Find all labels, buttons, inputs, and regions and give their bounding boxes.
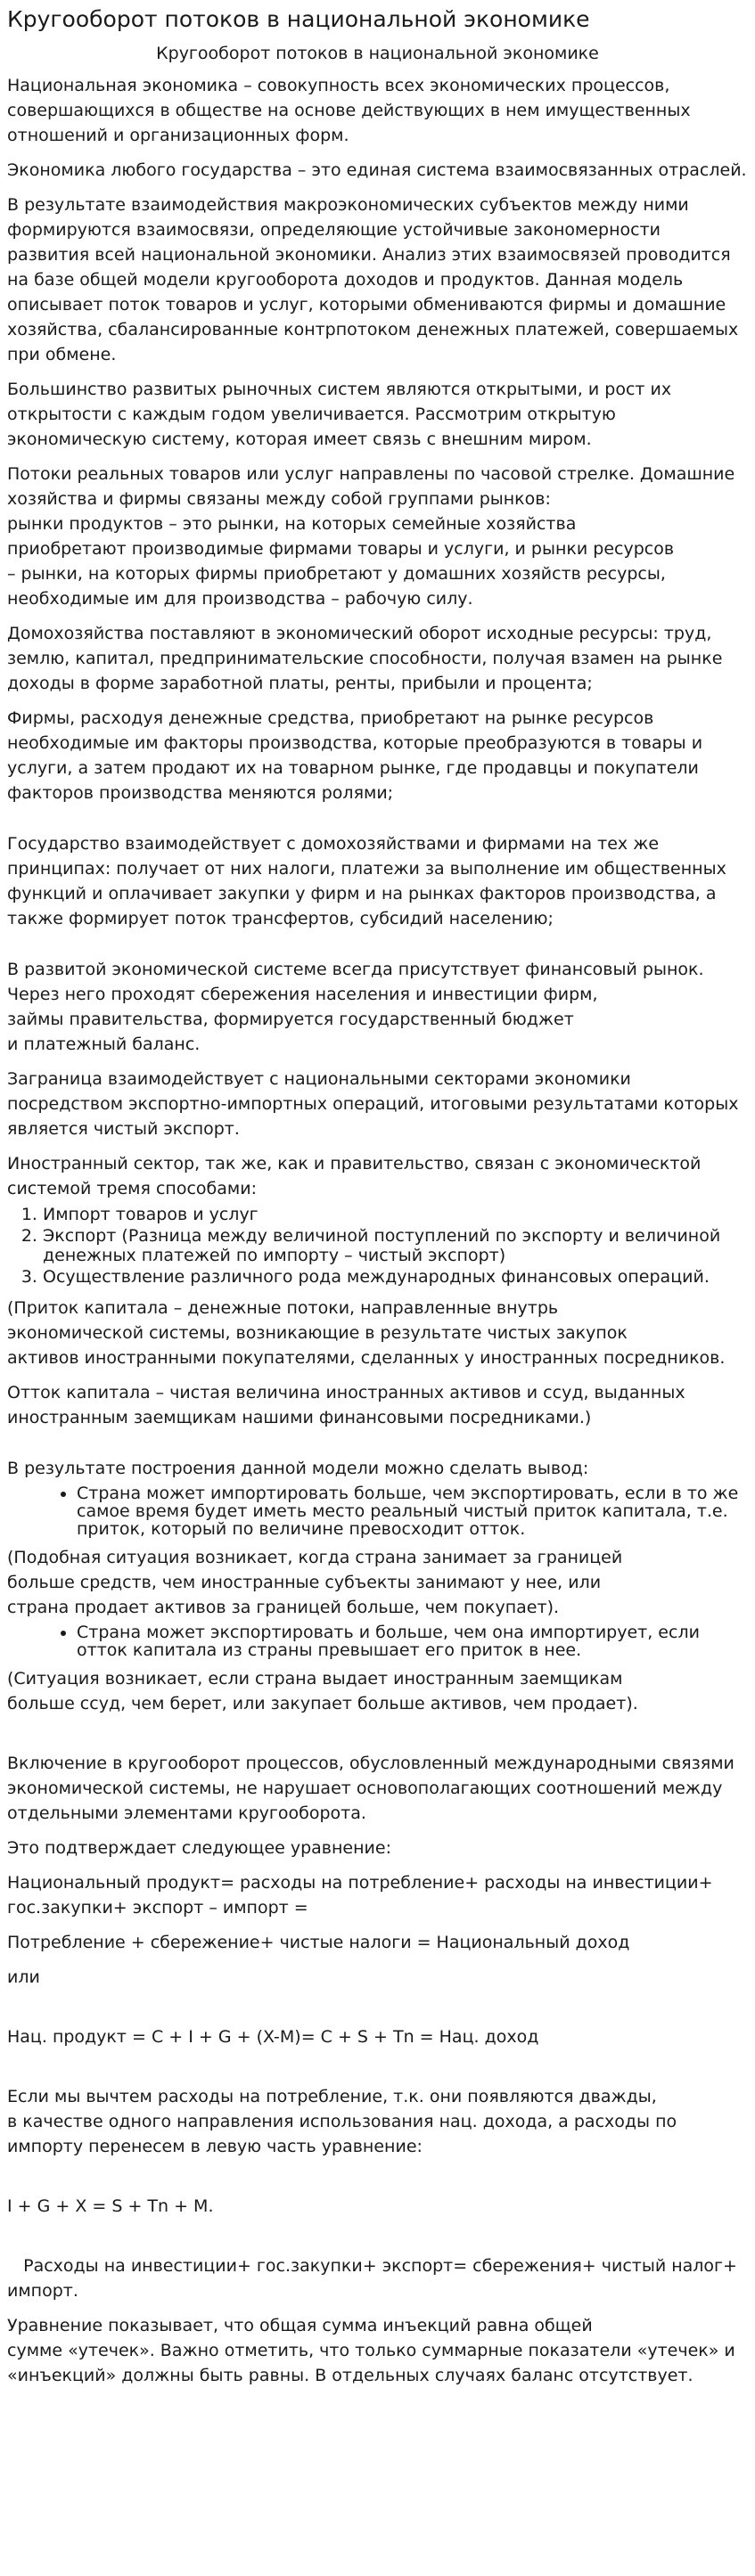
paragraph-subtract <box>7 2084 748 2159</box>
paragraph-conclusion: В результате построения данной модели можно сделать вывод: <box>7 1459 589 1478</box>
article-subtitle: Кругооборот потоков в национальной экономике <box>156 44 599 63</box>
financial-line: В развитой экономической системе всегда присутствует финансовый рынок. <box>7 960 704 979</box>
paragraph-interaction: В результате взаимодействия макроэкономических субъектов между ними формируются взаимосвязи, определяющие устойчивые закономерности развития всей национальной экономики. Анализ этих взаимосвязей проводится на базе общей модели кругооборота доходов и продуктов. Данная модель описывает поток товаров и услуг, которыми обмениваются фирмы и домашние хозяйства, сбалансированные контрпотоком денежных платежей, совершаемых при обмене. <box>7 195 739 364</box>
paragraph-national-income: Потребление + сбережение+ чистые налоги = Национальный доход <box>7 1933 630 1952</box>
situation-line: больше ссуд, чем берет, или закупает больше активов, чем продает). <box>7 1694 638 1713</box>
paragraph-households: Домохозяйства поставляют в экономический оборот исходные ресурсы: труд, землю, капитал, предпринимательские способности, получая взамен на рынке доходы в форме заработной платы, ренты, прибыли и процента; <box>7 624 723 693</box>
paragraph-system: Экономика любого государства – это единая система взаимосвязанных отраслей. <box>7 160 747 180</box>
conclusion-list-1 <box>7 1484 748 1538</box>
paragraph-equation-words: Расходы на инвестиции+ гос.закупки+ экспорт= сбережения+ чистый налог+ импорт. <box>7 2256 743 2301</box>
list-item: 3. Осуществление различного рода международных финансовых операций. <box>43 1267 748 1287</box>
subtract-line: в качестве одного направления использования нац. дохода, а расходы по импорту перенесем в левую часть уравнение: <box>7 2112 677 2156</box>
flows-line: приобретают производимые фирмами товары и услуги, и рынки ресурсов <box>7 539 675 559</box>
inflow-line: экономической системы, возникающие в результате чистых закупок <box>7 1323 628 1343</box>
paragraph-open-systems: Большинство развитых рыночных систем являются открытыми, и рост их открытости с каждым годом увеличивается. Рассмотрим открытую экономическую систему, которая имеет связь с внешним миром. <box>7 380 672 449</box>
situation-line: страна продает активов за границей больше, чем покупает). <box>7 1598 560 1617</box>
paragraph-inclusion: Включение в кругооборот процессов, обусловленный международными связями экономической системы, не нарушает основополагающих соотношений между отдельными элементами кругооборота. <box>7 1754 734 1823</box>
list-item: 1. Импорт товаров и услуг <box>43 1205 748 1224</box>
paragraph-firms: Фирмы, расходуя денежные средства, приобретают на рынке ресурсов необходимые им факторы производства, которые преобразуются в товары и услуги, а затем продают их на товарном рынке, где продавцы и покупатели факторов производства меняются ролями; <box>7 708 703 803</box>
list-item: • Страна может экспортировать и больше, чем она импортирует, если отток капитала из страны превышает его приток в нее. <box>77 1623 748 1659</box>
paragraph-foreign-sector: Иностранный сектор, так же, как и правительство, связан с экономическтой системой тремя способами: <box>7 1154 702 1198</box>
paragraph-definition: Национальная экономика – совокупность всех экономических процессов, совершающихся в обществе на основе действующих в нем имущественных отношений и организационных форм. <box>7 76 691 145</box>
paragraph-abroad: Заграница взаимодействует с национальными секторами экономики посредством экспортно-импортных операций, итоговыми результатами которых является чистый экспорт. <box>7 1069 739 1139</box>
flows-line: рынки продуктов – это рынки, на которых семейные хозяйства <box>7 514 577 534</box>
equation-injections-leakages: I + G + X = S + Tn + M. <box>7 2196 214 2216</box>
foreign-sector-list <box>7 1205 748 1287</box>
inflow-line: (Приток капитала – денежные потоки, направленные внутрь <box>7 1298 559 1318</box>
paragraph-capital-outflow: Отток капитала – чистая величина иностранных активов и ссуд, выданных иностранным заемщикам нашими финансовыми посредниками.) <box>7 1383 685 1427</box>
flows-line: Потоки реальных товаров или услуг направлены по часовой стрелке. Домашние хозяйства и фирмы связаны между собой группами рынков: <box>7 464 735 509</box>
financial-line: займы правительства, формируется государственный бюджет <box>7 1010 574 1029</box>
paragraph-equation-meaning <box>7 2313 748 2388</box>
list-item: 2. Экспорт (Разница между величиной поступлений по экспорту и величиной денежных платежей по импорту – чистый экспорт) <box>43 1226 748 1265</box>
meaning-line: Уравнение показывает, что общая сумма инъекций равна общей <box>7 2316 593 2335</box>
paragraph-capital-inflow <box>7 1296 748 1370</box>
paragraph-situation-2 <box>7 1666 748 1716</box>
financial-line: Через него проходят сбережения населения и инвестиции фирм, <box>7 985 598 1004</box>
conclusion-list-2 <box>7 1623 748 1659</box>
paragraph-situation-1 <box>7 1545 748 1620</box>
meaning-line: сумме «утечек». Важно отметить, что только суммарные показатели «утечек» и «инъекций» должны быть равны. В отдельных случаях баланс отсутствует. <box>7 2341 735 2385</box>
paragraph-equation-intro: Это подтверждает следующее уравнение: <box>7 1838 391 1858</box>
list-item: • Страна может импортировать больше, чем экспортировать, если в то же самое время будет иметь место реальный чистый приток капитала, т.е. приток, который по величине превосходит отток. <box>77 1484 748 1538</box>
subtract-line: Если мы вычтем расходы на потребление, т.к. они появляются дважды, <box>7 2087 657 2106</box>
paragraph-financial-market <box>7 957 748 1057</box>
page-title: Кругооборот потоков в национальной экономике <box>7 6 590 32</box>
inflow-line: активов иностранными покупателями, сделанных у иностранных посредников. <box>7 1348 726 1368</box>
equation-national-product: Нац. продукт = C + I + G + (X-M)= C + S + Tn = Нац. доход <box>7 2027 539 2047</box>
situation-line: больше средств, чем иностранные субъекты занимают у нее, или <box>7 1573 602 1592</box>
paragraph-government: Государство взаимодействует с домохозяйствами и фирмами на тех же принципах: получает от них налоги, платежи за выполнение им общественных функций и оплачивает закупки у фирм и на рынках факторов производства, а также формирует поток трансфертов, субсидий населению; <box>7 834 726 928</box>
financial-line: и платежный баланс. <box>7 1034 201 1054</box>
paragraph-or: или <box>7 1967 40 1987</box>
flows-line: – рынки, на которых фирмы приобретают у домашних хозяйств ресурсы, необходимые им для производства – рабочую силу. <box>7 564 666 609</box>
situation-line: (Ситуация возникает, если страна выдает иностранным заемщикам <box>7 1669 623 1689</box>
situation-line: (Подобная ситуация возникает, когда страна занимает за границей <box>7 1548 623 1567</box>
paragraph-flows <box>7 462 748 611</box>
paragraph-national-product: Национальный продукт= расходы на потребление+ расходы на инвестиции+ гос.закупки+ экспорт – импорт = <box>7 1873 713 1918</box>
